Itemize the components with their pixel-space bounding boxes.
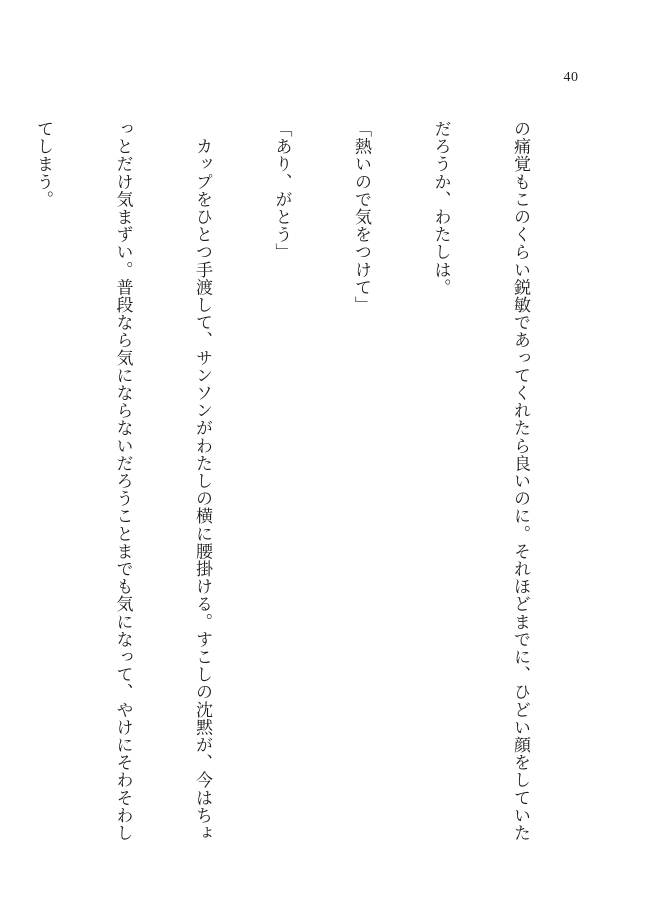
text-line: てしまう。 xyxy=(33,120,53,208)
page-number: 40 xyxy=(563,70,579,85)
text-line: 「熱いので気をつけて」 xyxy=(351,120,371,314)
text-line: っとだけ気まずい。普段なら気にならないだろうことまでも気になって、やけにそわそわし xyxy=(112,120,133,842)
text-line: カップをひとつ手渡して、サンソンがわたしの横に腰掛ける。すこしの沈黙が、今はちょ xyxy=(192,120,212,842)
text-line: の痛覚もこのくらい鋭敏であってくれたら良いのに。それほどまでに、ひどい顔をしていた xyxy=(510,120,530,842)
body-text xyxy=(33,120,586,842)
text-line: 「あり、がとう」 xyxy=(271,120,292,261)
text-line: だろうか、わたしは。 xyxy=(430,120,451,296)
